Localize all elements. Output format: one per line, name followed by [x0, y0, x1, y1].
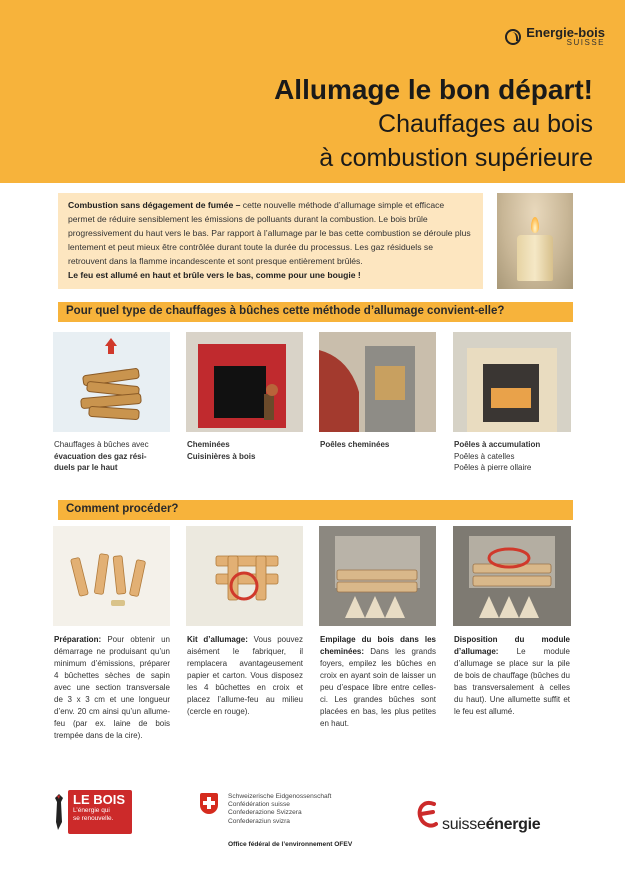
intro-text — [58, 193, 483, 289]
brand-sub: SUISSE — [566, 38, 605, 47]
swiss-confederation-logo — [200, 793, 420, 853]
module-placement-image — [453, 526, 571, 626]
suisseenergie-a: suisse — [442, 816, 486, 833]
caption-fireplaces: Cheminées Cuisinières à bois — [187, 440, 256, 461]
intro-closing: Le feu est allumé en haut et brûle vers le bas, comme pour une bougie ! — [68, 270, 361, 280]
le-bois-title: LE BOIS — [73, 792, 126, 807]
step-stacking-wood: Empilage du bois dans les cheminées: Dans les grands foyers, empilez les bûches en croix en ayant soin de laisser un peu d’espace libre entre celles-ci. Les grandes bûches sont placées en bas, les plus petites en haut. — [320, 635, 436, 728]
fireplace-image — [186, 332, 303, 432]
section-heading-types: Pour quel type de chauffages à bûches cette méthode d’allumage convient-elle? — [58, 302, 573, 322]
step-firelighter-kit: Kit d’allumage: Vous pouvez aisément le fabriquer, il remplacera avantageusement papier et carton. Vous disposez les 4 bûchettes en croix et placez l’allume-feu au milieu (cercle en rouge). — [187, 635, 303, 716]
energie-bois-brand — [505, 26, 605, 47]
candle-icon — [517, 235, 553, 281]
page-title: Allumage le bon départ! — [274, 74, 593, 105]
caption-top-exhaust-stoves: Chauffages à bûches avec évacuation des gaz rési- duels par le haut — [54, 440, 149, 472]
intro-lead: Combustion sans dégagement de fumée – — [68, 200, 241, 210]
le-bois-logo — [52, 790, 132, 834]
storage-stove-image — [453, 332, 571, 432]
woodpecker-icon — [52, 792, 66, 832]
step-preparation: Préparation: Pour obtenir un démarrage ne produisant qu’un minimum d’émissions, préparer 4 bûchettes sèches de sapin avec une section transversale de 3 x 3 cm et une longueur d’env. 20 cm ainsi qu’un allume-feu (par ex. laine de bois trempée dans de la cire). — [54, 635, 170, 740]
le-bois-sub2: se renouvelle. — [73, 815, 114, 822]
brand-name: Energie-bois — [526, 25, 605, 40]
caption-stove-fireplaces: Poêles cheminées — [320, 440, 390, 449]
suisseenergie-b: énergie — [485, 816, 541, 833]
section-heading-procedure: Comment procéder? — [58, 500, 573, 520]
candle-image — [497, 193, 573, 289]
swiss-line-rm: Confederaziun svizra — [228, 817, 290, 825]
suisseenergie-mark-icon — [416, 798, 438, 834]
stove-fireplace-image — [319, 332, 436, 432]
intro-body: cette nouvelle méthode d’allumage simple et efficace permet de réduire sensiblement les émissions de polluants durant la combustion. Le bois brûle progressivement du haut vers le bas. Par rapport à l’allumage par le bas cette combustion se déroule plus lentement et peut mieux être contrôlée durant toute la durée du processus. Les gaz résiduels se retrouvent dans la flamme incandescente et sont presque entièrement brûlés. — [68, 200, 471, 266]
office-name: Office fédéral de l’environnement OFEV — [228, 841, 353, 848]
kindling-sticks-image — [53, 526, 170, 626]
firelighter-kit-image — [186, 526, 303, 626]
energie-bois-logo-icon — [505, 29, 521, 45]
step-module-placement: Disposition du module d’allumage: Le module d’allumage se place sur la pile de bois de chauffage (bûches du bas transversalement à celles du haut). Une allumette suffit et le feu est allumé. — [454, 635, 570, 716]
le-bois-sub1: L’énergie qui — [73, 807, 110, 814]
swiss-cross-icon — [200, 793, 218, 814]
logs-stack-image — [53, 332, 170, 432]
page-subtitle-line1: Chauffages au bois — [378, 110, 593, 138]
swiss-line-fr: Confédération suisse — [228, 801, 290, 809]
swiss-line-de: Schweizerische Eidgenossenschaft — [228, 793, 332, 800]
page-subtitle-line2: à combustion supérieure — [319, 144, 593, 172]
suisseenergie-logo — [416, 798, 576, 838]
wood-stack-fireplace-image — [319, 526, 436, 626]
flame-icon — [531, 217, 539, 233]
caption-storage-stoves: Poêles à accumulation Poêles à catelles Poêles à pierre ollaire — [454, 440, 541, 472]
swiss-line-it: Confederazione Svizzera — [228, 809, 302, 817]
